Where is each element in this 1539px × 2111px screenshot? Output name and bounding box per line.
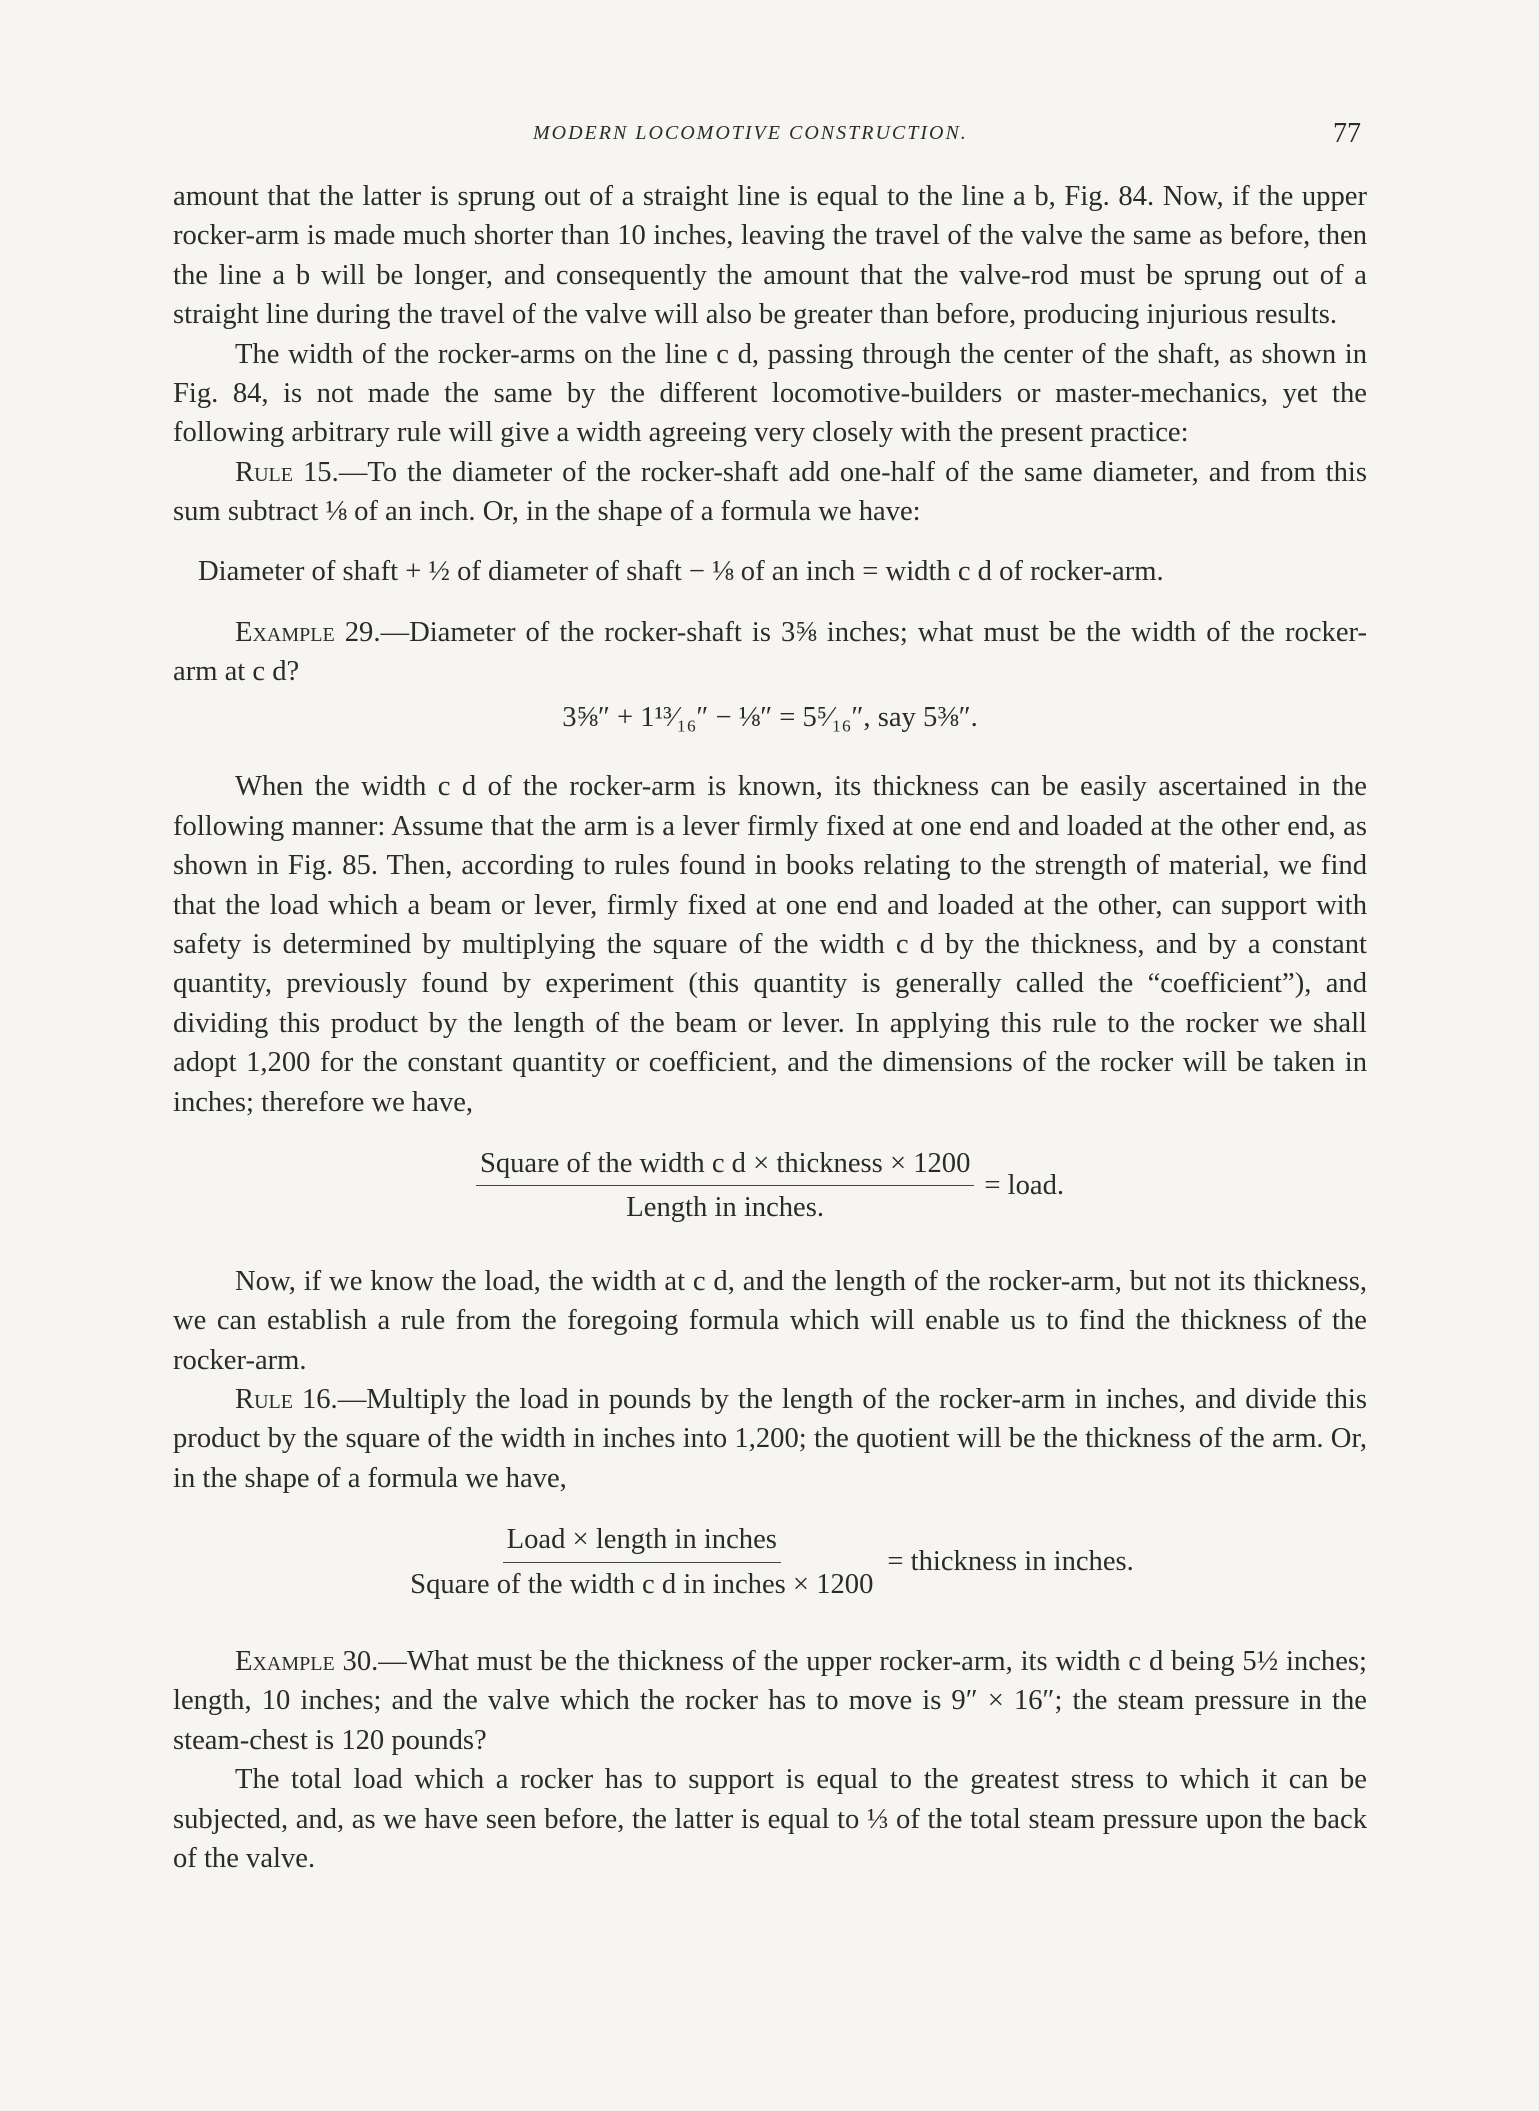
- rule-15-text: 15.—To the diameter of the rocker-shaft add one-half of the same diameter, and from this sum subtract ⅛ of an inch. Or, in the shape of a formula we have:: [173, 456, 1367, 528]
- running-title: MODERN LOCOMOTIVE CONSTRUCTION.: [533, 122, 968, 144]
- example-30: [173, 1642, 1367, 1760]
- rule-15-label: Rule: [235, 456, 293, 488]
- paragraph-thickness: When the width c d of the rocker-arm is known, its thickness can be easily ascertained in the following manner: Assume that the arm is a lever firmly fixed at one end and loaded at the other end, as shown in Fig. 85. Then, according to rules found in books relating to the strength of material, we find that the load which a beam or lever, firmly fixed at one end and loaded at the other, can support with safety is determined by multiplying the square of the width c d by the thickness, and by a constant quantity, previously found by experiment (this quantity is generally called the “coefficient”), and dividing this product by the length of the beam or lever. In applying this rule to the rocker we shall adopt 1,200 for the constant quantity or coefficient, and the dimensions of the rocker will be taken in inches; therefore we have,: [173, 771, 1367, 1118]
- example-30-label: Example: [235, 1646, 335, 1677]
- example-29-calculation: 3⅝″ + 1¹³⁄₁₆″ − ⅛″ = 5⁵⁄₁₆″, say 5⅜″.: [562, 701, 978, 733]
- formula-thickness: [173, 1520, 1367, 1604]
- rule-16: [173, 1380, 1367, 1498]
- formula-load-numerator: Square of the width c d × thickness × 1200: [476, 1144, 974, 1186]
- page-body: [173, 177, 1367, 1878]
- paragraph-rule-derivation: Now, if we know the load, the width at c d, and the length of the rocker-arm, but not its thickness, we can establish a rule from the foregoing formula which will enable us to find the thickness of the rocker-arm.: [173, 1265, 1367, 1376]
- page-header: [0, 118, 1539, 158]
- rule-16-label: Rule: [235, 1383, 293, 1415]
- formula-thickness-fraction: [406, 1520, 877, 1604]
- example-29-text: 29.—Diameter of the rocker-shaft is 3⅝ inches; what must be the width of the rocker-arm at c d?: [173, 617, 1367, 688]
- formula-thickness-numerator: Load × length in inches: [503, 1520, 781, 1562]
- rule-15: [173, 453, 1367, 532]
- formula-load-result: = load.: [984, 1170, 1065, 1202]
- formula-thickness-result: = thickness in inches.: [887, 1546, 1134, 1578]
- example-29-label: Example: [235, 617, 335, 649]
- page-number: 77: [1333, 118, 1361, 149]
- rule-16-text: 16.—Multiply the load in pounds by the length of the rocker-arm in inches, and divide this product by the square of the width in inches into 1,200; the quotient will be the thickness of the arm. Or, in the shape of a formula we have,: [173, 1383, 1367, 1494]
- paragraph-rocker-width: The width of the rocker-arms on the line c d, passing through the center of the shaft, as shown in Fig. 84, is not made the same by the different locomotive-builders or master-mechanics, yet the following arbitrary rule will give a width agreeing very closely with the present practice:: [173, 338, 1367, 449]
- example-30-text: 30.—What must be the thickness of the upper rocker-arm, its width c d being 5½ inches; length, 10 inches; and the valve which the rocker has to move is 9″ × 16″; the steam pressure in the steam-chest is 120 pounds?: [173, 1646, 1367, 1756]
- formula-width: Diameter of shaft + ½ of diameter of shaft − ⅛ of an inch = width c d of rocker-arm.: [198, 555, 1164, 587]
- formula-load-fraction: [476, 1144, 974, 1228]
- formula-load: [173, 1144, 1367, 1228]
- formula-thickness-denominator: Square of the width c d in inches × 1200: [410, 1568, 874, 1600]
- paragraph-total-load: The total load which a rocker has to support is equal to the greatest stress to which it can be subjected, and, as we have seen before, the latter is equal to ⅓ of the total steam pressure upon the back of the valve.: [173, 1764, 1367, 1875]
- example-29: [173, 613, 1367, 692]
- paragraph-continuation: amount that the latter is sprung out of a straight line is equal to the line a b, Fig. 84. Now, if the upper rocker-arm is made much shorter than 10 inches, leaving the travel of the valve the same as before, then the line a b will be longer, and consequently the amount that the valve-rod must be sprung out of a straight line during the travel of the valve will also be greater than before, producing injurious results.: [173, 181, 1367, 331]
- formula-load-denominator: Length in inches.: [626, 1192, 825, 1224]
